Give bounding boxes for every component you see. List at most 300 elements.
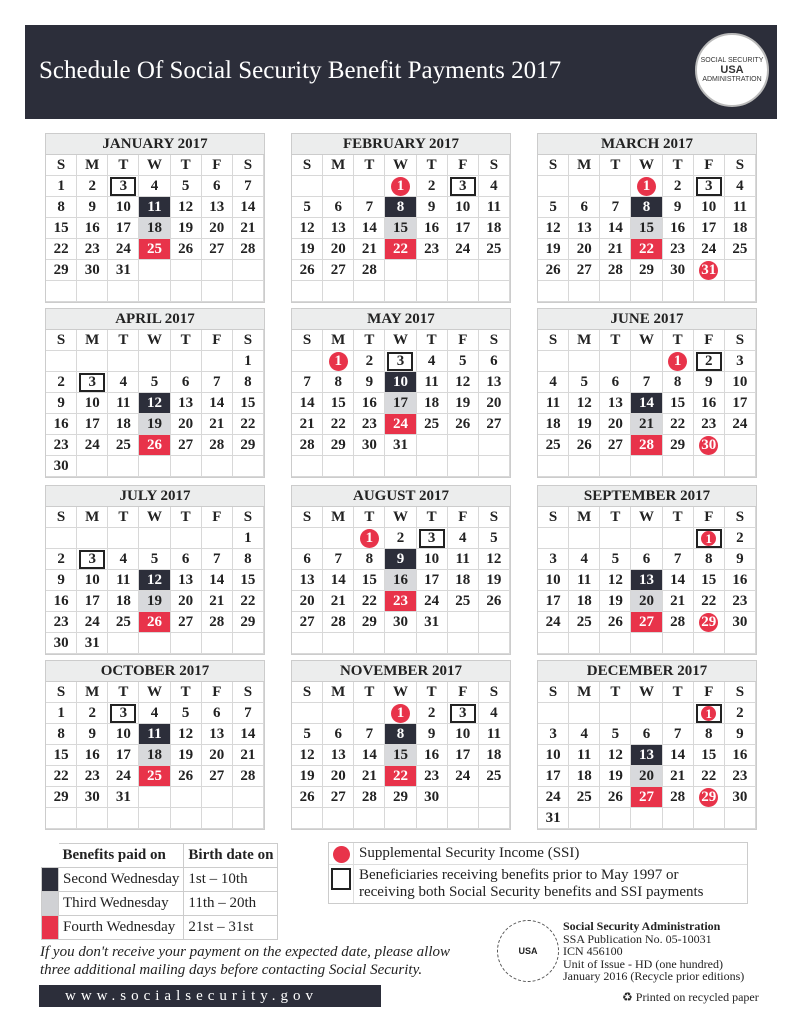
day-cell: 24 bbox=[538, 612, 569, 633]
empty-cell bbox=[77, 351, 108, 372]
day-cell: 23 bbox=[77, 766, 108, 787]
ssi-payment-day: 30 bbox=[694, 435, 725, 456]
day-cell: 17 bbox=[538, 591, 569, 612]
day-cell: 23 bbox=[725, 591, 756, 612]
empty-cell bbox=[663, 528, 694, 549]
day-cell: 23 bbox=[663, 239, 694, 260]
day-cell: 6 bbox=[171, 549, 202, 570]
empty-cell bbox=[694, 633, 725, 654]
boxed-payment-day: 3 bbox=[385, 351, 416, 372]
day-cell: 25 bbox=[417, 414, 448, 435]
day-cell: 14 bbox=[202, 570, 233, 591]
legend-range: 11th – 20th bbox=[184, 892, 278, 916]
boxed-payment-day: 3 bbox=[448, 703, 479, 724]
day-cell: 2 bbox=[77, 703, 108, 724]
day-cell: 20 bbox=[202, 218, 233, 239]
weekday-header: S bbox=[292, 330, 323, 351]
day-cell: 16 bbox=[46, 591, 77, 612]
publisher-info bbox=[563, 920, 744, 983]
symbol-legend bbox=[328, 842, 748, 904]
day-cell: 10 bbox=[725, 372, 756, 393]
empty-cell bbox=[725, 435, 756, 456]
day-cell: 23 bbox=[417, 766, 448, 787]
day-cell: 23 bbox=[77, 239, 108, 260]
empty-cell bbox=[233, 787, 264, 808]
day-cell: 24 bbox=[448, 239, 479, 260]
day-cell: 30 bbox=[46, 456, 77, 477]
empty-cell bbox=[292, 528, 323, 549]
day-cell: 19 bbox=[538, 239, 569, 260]
day-cell: 11 bbox=[108, 393, 139, 414]
day-cell: 3 bbox=[725, 351, 756, 372]
weekday-header: T bbox=[663, 507, 694, 528]
box-icon bbox=[331, 868, 351, 890]
day-cell: 16 bbox=[417, 745, 448, 766]
empty-cell bbox=[385, 281, 416, 302]
day-cell: 29 bbox=[354, 612, 385, 633]
day-cell: 26 bbox=[171, 239, 202, 260]
empty-cell bbox=[631, 351, 662, 372]
day-cell: 30 bbox=[354, 435, 385, 456]
day-cell: 10 bbox=[448, 724, 479, 745]
empty-cell bbox=[479, 260, 510, 281]
empty-cell bbox=[417, 435, 448, 456]
weekday-header: W bbox=[631, 682, 662, 703]
day-cell: 2 bbox=[417, 176, 448, 197]
day-cell: 29 bbox=[663, 435, 694, 456]
day-cell: 25 bbox=[479, 239, 510, 260]
day-cell: 27 bbox=[171, 612, 202, 633]
empty-cell bbox=[600, 633, 631, 654]
day-cell: 21 bbox=[323, 591, 354, 612]
day-cell: 15 bbox=[46, 745, 77, 766]
day-cell: 8 bbox=[694, 724, 725, 745]
empty-cell bbox=[417, 633, 448, 654]
day-cell: 10 bbox=[77, 570, 108, 591]
day-cell: 18 bbox=[479, 745, 510, 766]
day-cell: 8 bbox=[323, 372, 354, 393]
note-line-2: three additional mailing days before contacting Social Security. bbox=[40, 962, 423, 978]
empty-cell bbox=[600, 176, 631, 197]
empty-cell bbox=[171, 808, 202, 829]
boxed-payment-day: 2 bbox=[694, 351, 725, 372]
empty-cell bbox=[108, 456, 139, 477]
empty-cell bbox=[448, 787, 479, 808]
day-cell: 10 bbox=[448, 197, 479, 218]
day-cell: 24 bbox=[448, 766, 479, 787]
second-wednesday-day: 10 bbox=[385, 372, 416, 393]
weekday-header: F bbox=[448, 682, 479, 703]
month-title: APRIL 2017 bbox=[46, 309, 264, 330]
weekday-header: S bbox=[725, 330, 756, 351]
day-cell: 28 bbox=[354, 260, 385, 281]
day-cell: 22 bbox=[694, 591, 725, 612]
fourth-wednesday-day: 24 bbox=[385, 414, 416, 435]
empty-cell bbox=[354, 176, 385, 197]
third-wednesday-day: 17 bbox=[385, 393, 416, 414]
day-cell: 5 bbox=[171, 176, 202, 197]
empty-cell bbox=[323, 281, 354, 302]
day-cell: 21 bbox=[663, 766, 694, 787]
fourth-wednesday-day: 25 bbox=[139, 239, 170, 260]
empty-cell bbox=[569, 703, 600, 724]
weekday-header: W bbox=[139, 507, 170, 528]
unit-of-issue: Unit of Issue - HD (one hundred) bbox=[563, 956, 723, 971]
day-cell: 6 bbox=[171, 372, 202, 393]
day-cell: 26 bbox=[569, 435, 600, 456]
day-cell: 7 bbox=[663, 724, 694, 745]
month-calendar bbox=[45, 308, 265, 478]
empty-cell bbox=[663, 703, 694, 724]
second-wednesday-day: 12 bbox=[139, 570, 170, 591]
day-cell: 26 bbox=[538, 260, 569, 281]
empty-cell bbox=[292, 176, 323, 197]
weekday-header: W bbox=[385, 155, 416, 176]
day-cell: 22 bbox=[694, 766, 725, 787]
third-wednesday-day: 21 bbox=[631, 414, 662, 435]
day-cell: 20 bbox=[292, 591, 323, 612]
ssi-payment-day: 31 bbox=[694, 260, 725, 281]
day-cell: 18 bbox=[108, 414, 139, 435]
month-calendar bbox=[537, 485, 757, 655]
empty-cell bbox=[631, 528, 662, 549]
empty-cell bbox=[448, 435, 479, 456]
day-cell: 1 bbox=[46, 176, 77, 197]
day-cell: 6 bbox=[569, 197, 600, 218]
empty-cell bbox=[233, 808, 264, 829]
day-cell: 14 bbox=[233, 197, 264, 218]
empty-cell bbox=[538, 456, 569, 477]
weekday-header: T bbox=[600, 682, 631, 703]
day-cell: 14 bbox=[354, 745, 385, 766]
empty-cell bbox=[725, 456, 756, 477]
day-cell: 17 bbox=[538, 766, 569, 787]
day-cell: 2 bbox=[385, 528, 416, 549]
fourth-wednesday-day: 22 bbox=[385, 239, 416, 260]
third-wednesday-day: 15 bbox=[631, 218, 662, 239]
day-cell: 7 bbox=[354, 724, 385, 745]
day-cell: 21 bbox=[202, 414, 233, 435]
day-cell: 15 bbox=[233, 570, 264, 591]
empty-cell bbox=[171, 260, 202, 281]
fourth-wednesday-day: 22 bbox=[631, 239, 662, 260]
month-title: JULY 2017 bbox=[46, 486, 264, 507]
weekday-header: S bbox=[233, 330, 264, 351]
empty-cell bbox=[292, 456, 323, 477]
day-cell: 21 bbox=[600, 239, 631, 260]
recycled-note bbox=[622, 990, 759, 1005]
day-cell: 7 bbox=[323, 549, 354, 570]
weekday-header: S bbox=[479, 330, 510, 351]
ssi-payment-day: 1 bbox=[385, 176, 416, 197]
day-cell: 29 bbox=[323, 435, 354, 456]
legend-label: Fourth Wednesday bbox=[59, 916, 184, 940]
empty-cell bbox=[233, 456, 264, 477]
third-wednesday-day: 18 bbox=[139, 218, 170, 239]
empty-cell bbox=[569, 633, 600, 654]
day-cell: 3 bbox=[538, 549, 569, 570]
day-cell: 28 bbox=[202, 435, 233, 456]
weekday-header: T bbox=[417, 507, 448, 528]
empty-cell bbox=[385, 260, 416, 281]
day-cell: 10 bbox=[417, 549, 448, 570]
empty-cell bbox=[171, 281, 202, 302]
empty-cell bbox=[631, 456, 662, 477]
day-cell: 21 bbox=[292, 414, 323, 435]
day-cell: 16 bbox=[417, 218, 448, 239]
day-cell: 8 bbox=[46, 197, 77, 218]
day-cell: 20 bbox=[600, 414, 631, 435]
day-cell: 14 bbox=[600, 218, 631, 239]
day-cell: 13 bbox=[202, 724, 233, 745]
empty-cell bbox=[323, 808, 354, 829]
empty-cell bbox=[694, 456, 725, 477]
weekday-header: T bbox=[417, 682, 448, 703]
third-wednesday-day: 15 bbox=[385, 745, 416, 766]
weekday-header: F bbox=[694, 507, 725, 528]
day-cell: 1 bbox=[233, 528, 264, 549]
day-cell: 18 bbox=[417, 393, 448, 414]
day-cell: 29 bbox=[46, 787, 77, 808]
empty-cell bbox=[600, 456, 631, 477]
day-cell: 28 bbox=[323, 612, 354, 633]
day-cell: 5 bbox=[139, 372, 170, 393]
day-cell: 22 bbox=[233, 414, 264, 435]
recycled-text: Printed on recycled paper bbox=[635, 990, 759, 1004]
month-title: FEBRUARY 2017 bbox=[292, 134, 510, 155]
weekday-header: T bbox=[354, 682, 385, 703]
day-cell: 22 bbox=[323, 414, 354, 435]
day-cell: 18 bbox=[569, 766, 600, 787]
day-cell: 4 bbox=[139, 703, 170, 724]
weekday-header: T bbox=[108, 155, 139, 176]
weekday-header: S bbox=[46, 507, 77, 528]
weekday-header: F bbox=[448, 155, 479, 176]
day-cell: 29 bbox=[233, 435, 264, 456]
empty-cell bbox=[448, 633, 479, 654]
day-cell: 30 bbox=[77, 787, 108, 808]
day-cell: 6 bbox=[631, 549, 662, 570]
day-cell: 11 bbox=[479, 724, 510, 745]
day-cell: 17 bbox=[108, 218, 139, 239]
second-wednesday-day: 11 bbox=[139, 724, 170, 745]
edition-date: January 2016 (Recycle prior editions) bbox=[563, 969, 745, 983]
day-cell: 24 bbox=[538, 787, 569, 808]
day-cell: 16 bbox=[77, 745, 108, 766]
fourth-wednesday-day: 26 bbox=[139, 435, 170, 456]
ssi-payment-day: 1 bbox=[385, 703, 416, 724]
ssi-payment-day: 1 bbox=[323, 351, 354, 372]
day-cell: 13 bbox=[202, 197, 233, 218]
empty-cell bbox=[139, 281, 170, 302]
weekday-header: F bbox=[448, 507, 479, 528]
ssi-and-box-day: 1 bbox=[694, 703, 725, 724]
weekday-header: W bbox=[139, 330, 170, 351]
day-cell: 28 bbox=[202, 612, 233, 633]
day-cell: 17 bbox=[725, 393, 756, 414]
day-cell: 18 bbox=[538, 414, 569, 435]
third-wednesday-day: 20 bbox=[631, 766, 662, 787]
day-cell: 13 bbox=[292, 570, 323, 591]
weekday-header: T bbox=[354, 330, 385, 351]
empty-cell bbox=[323, 176, 354, 197]
month-title: JUNE 2017 bbox=[538, 309, 756, 330]
day-cell: 17 bbox=[77, 414, 108, 435]
ssi-payment-day: 1 bbox=[354, 528, 385, 549]
day-cell: 20 bbox=[323, 239, 354, 260]
day-cell: 23 bbox=[46, 612, 77, 633]
day-cell: 9 bbox=[694, 372, 725, 393]
weekday-header: S bbox=[479, 682, 510, 703]
empty-cell bbox=[233, 633, 264, 654]
website-link[interactable]: www.socialsecurity.gov bbox=[39, 985, 381, 1007]
weekday-header: S bbox=[46, 682, 77, 703]
empty-cell bbox=[77, 281, 108, 302]
month-title: DECEMBER 2017 bbox=[538, 661, 756, 682]
empty-cell bbox=[479, 612, 510, 633]
day-cell: 13 bbox=[171, 393, 202, 414]
day-cell: 9 bbox=[77, 724, 108, 745]
weekday-header: W bbox=[139, 682, 170, 703]
weekday-header: T bbox=[171, 507, 202, 528]
day-cell: 25 bbox=[108, 612, 139, 633]
day-cell: 10 bbox=[538, 570, 569, 591]
day-cell: 25 bbox=[538, 435, 569, 456]
empty-cell bbox=[663, 633, 694, 654]
day-cell: 2 bbox=[354, 351, 385, 372]
ssi-payment-day: 1 bbox=[631, 176, 662, 197]
legend-label: Second Wednesday bbox=[59, 868, 184, 892]
day-cell: 6 bbox=[292, 549, 323, 570]
day-cell: 21 bbox=[354, 766, 385, 787]
day-cell: 12 bbox=[538, 218, 569, 239]
day-cell: 14 bbox=[233, 724, 264, 745]
month-calendar bbox=[45, 485, 265, 655]
day-cell: 21 bbox=[663, 591, 694, 612]
empty-cell bbox=[663, 281, 694, 302]
ssi-legend-text: Supplemental Security Income (SSI) bbox=[359, 845, 580, 861]
day-cell: 5 bbox=[479, 528, 510, 549]
weekday-header: T bbox=[663, 330, 694, 351]
day-cell: 30 bbox=[663, 260, 694, 281]
day-cell: 10 bbox=[694, 197, 725, 218]
day-cell: 12 bbox=[479, 549, 510, 570]
day-cell: 27 bbox=[323, 260, 354, 281]
day-cell: 4 bbox=[479, 703, 510, 724]
day-cell: 23 bbox=[725, 766, 756, 787]
red-swatch bbox=[42, 916, 59, 940]
day-cell: 7 bbox=[202, 549, 233, 570]
legend-header-birth: Birth date on bbox=[184, 844, 278, 868]
empty-cell bbox=[354, 808, 385, 829]
weekday-header: M bbox=[77, 507, 108, 528]
day-cell: 7 bbox=[292, 372, 323, 393]
ssi-payment-day: 1 bbox=[663, 351, 694, 372]
empty-cell bbox=[202, 633, 233, 654]
ssi-dot-icon bbox=[333, 846, 350, 863]
weekday-header: W bbox=[631, 330, 662, 351]
day-cell: 14 bbox=[323, 570, 354, 591]
day-cell: 5 bbox=[538, 197, 569, 218]
day-cell: 9 bbox=[663, 197, 694, 218]
fourth-wednesday-day: 28 bbox=[631, 435, 662, 456]
empty-cell bbox=[479, 808, 510, 829]
empty-cell bbox=[569, 281, 600, 302]
weekday-header: S bbox=[233, 507, 264, 528]
day-cell: 6 bbox=[631, 724, 662, 745]
day-cell: 30 bbox=[77, 260, 108, 281]
day-cell: 8 bbox=[354, 549, 385, 570]
day-cell: 27 bbox=[479, 414, 510, 435]
empty-cell bbox=[538, 633, 569, 654]
empty-cell bbox=[417, 456, 448, 477]
page-header bbox=[25, 25, 777, 119]
day-cell: 24 bbox=[694, 239, 725, 260]
empty-cell bbox=[694, 281, 725, 302]
day-cell: 27 bbox=[569, 260, 600, 281]
empty-cell bbox=[323, 633, 354, 654]
day-cell: 24 bbox=[77, 435, 108, 456]
day-cell: 5 bbox=[292, 724, 323, 745]
weekday-header: F bbox=[694, 155, 725, 176]
day-cell: 28 bbox=[292, 435, 323, 456]
day-cell: 5 bbox=[569, 372, 600, 393]
day-cell: 4 bbox=[417, 351, 448, 372]
day-cell: 23 bbox=[694, 414, 725, 435]
day-cell: 2 bbox=[725, 703, 756, 724]
day-cell: 9 bbox=[77, 197, 108, 218]
day-cell: 17 bbox=[448, 745, 479, 766]
day-cell: 2 bbox=[46, 549, 77, 570]
recycle-icon: ♻ bbox=[622, 990, 633, 1004]
empty-cell bbox=[202, 351, 233, 372]
month-calendar bbox=[45, 133, 265, 303]
weekday-header: T bbox=[108, 507, 139, 528]
second-wednesday-day: 8 bbox=[631, 197, 662, 218]
fourth-wednesday-day: 23 bbox=[385, 591, 416, 612]
empty-cell bbox=[292, 351, 323, 372]
weekday-header: F bbox=[202, 155, 233, 176]
third-wednesday-day: 19 bbox=[139, 591, 170, 612]
second-wednesday-day: 8 bbox=[385, 197, 416, 218]
day-cell: 4 bbox=[538, 372, 569, 393]
day-cell: 21 bbox=[233, 745, 264, 766]
empty-cell bbox=[108, 281, 139, 302]
second-wednesday-day: 11 bbox=[139, 197, 170, 218]
day-cell: 27 bbox=[171, 435, 202, 456]
month-calendar bbox=[291, 485, 511, 655]
third-wednesday-day: 15 bbox=[385, 218, 416, 239]
boxed-payment-day: 3 bbox=[77, 549, 108, 570]
day-cell: 28 bbox=[233, 239, 264, 260]
day-cell: 12 bbox=[569, 393, 600, 414]
day-cell: 19 bbox=[569, 414, 600, 435]
third-wednesday-day: 20 bbox=[631, 591, 662, 612]
weekday-header: M bbox=[569, 507, 600, 528]
empty-cell bbox=[77, 528, 108, 549]
month-calendar bbox=[537, 660, 757, 830]
day-cell: 25 bbox=[479, 766, 510, 787]
weekday-header: S bbox=[538, 507, 569, 528]
day-cell: 25 bbox=[725, 239, 756, 260]
day-cell: 22 bbox=[46, 239, 77, 260]
empty-cell bbox=[663, 456, 694, 477]
ssi-and-box-day: 1 bbox=[694, 528, 725, 549]
weekday-header: S bbox=[538, 155, 569, 176]
weekday-header: S bbox=[292, 507, 323, 528]
day-cell: 1 bbox=[46, 703, 77, 724]
empty-cell bbox=[354, 281, 385, 302]
